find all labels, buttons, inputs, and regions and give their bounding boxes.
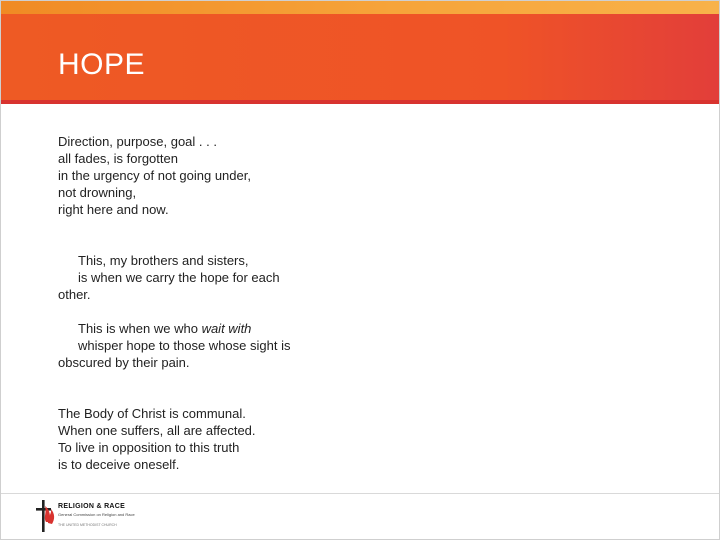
stanza-3: [58, 320, 358, 371]
poem-line: is to deceive oneself.: [58, 457, 180, 472]
logo-church: THE UNITED METHODIST CHURCH: [58, 523, 117, 527]
logo-name: RELIGION & RACE: [58, 503, 126, 510]
slide-title: HOPE: [58, 48, 146, 81]
header-accent-line: [0, 100, 720, 104]
poem-line: [58, 320, 358, 337]
poem-line: not drowning,: [58, 185, 137, 200]
stanza-4: [58, 405, 358, 473]
footer-divider: [0, 493, 720, 494]
top-color-strip: [0, 0, 720, 14]
poem-line: whisper hope to those whose sight is: [78, 338, 291, 353]
stanza-2: [58, 252, 358, 303]
poem-line-italic: wait with: [201, 321, 252, 336]
poem-body: [58, 133, 358, 473]
poem-line: other.: [58, 287, 91, 302]
poem-line: This, my brothers and sisters,: [78, 253, 249, 268]
logo-wordmark: [58, 503, 135, 527]
poem-line: right here and now.: [58, 202, 169, 217]
poem-line: obscured by their pain.: [58, 355, 190, 370]
poem-line: in the urgency of not going under,: [58, 168, 251, 183]
poem-line: all fades, is forgotten: [58, 151, 178, 166]
poem-line: is when we carry the hope for each: [78, 270, 280, 285]
poem-line: When one suffers, all are affected.: [58, 423, 256, 438]
poem-line: Direction, purpose, goal . . .: [58, 134, 217, 149]
poem-line: To live in opposition to this truth: [58, 440, 240, 455]
logo-subtitle: General Commission on Religion and Race: [58, 512, 135, 517]
poem-line: The Body of Christ is communal.: [58, 406, 246, 421]
stanza-1: [58, 133, 358, 218]
poem-line-text: This is when we who: [78, 321, 202, 336]
